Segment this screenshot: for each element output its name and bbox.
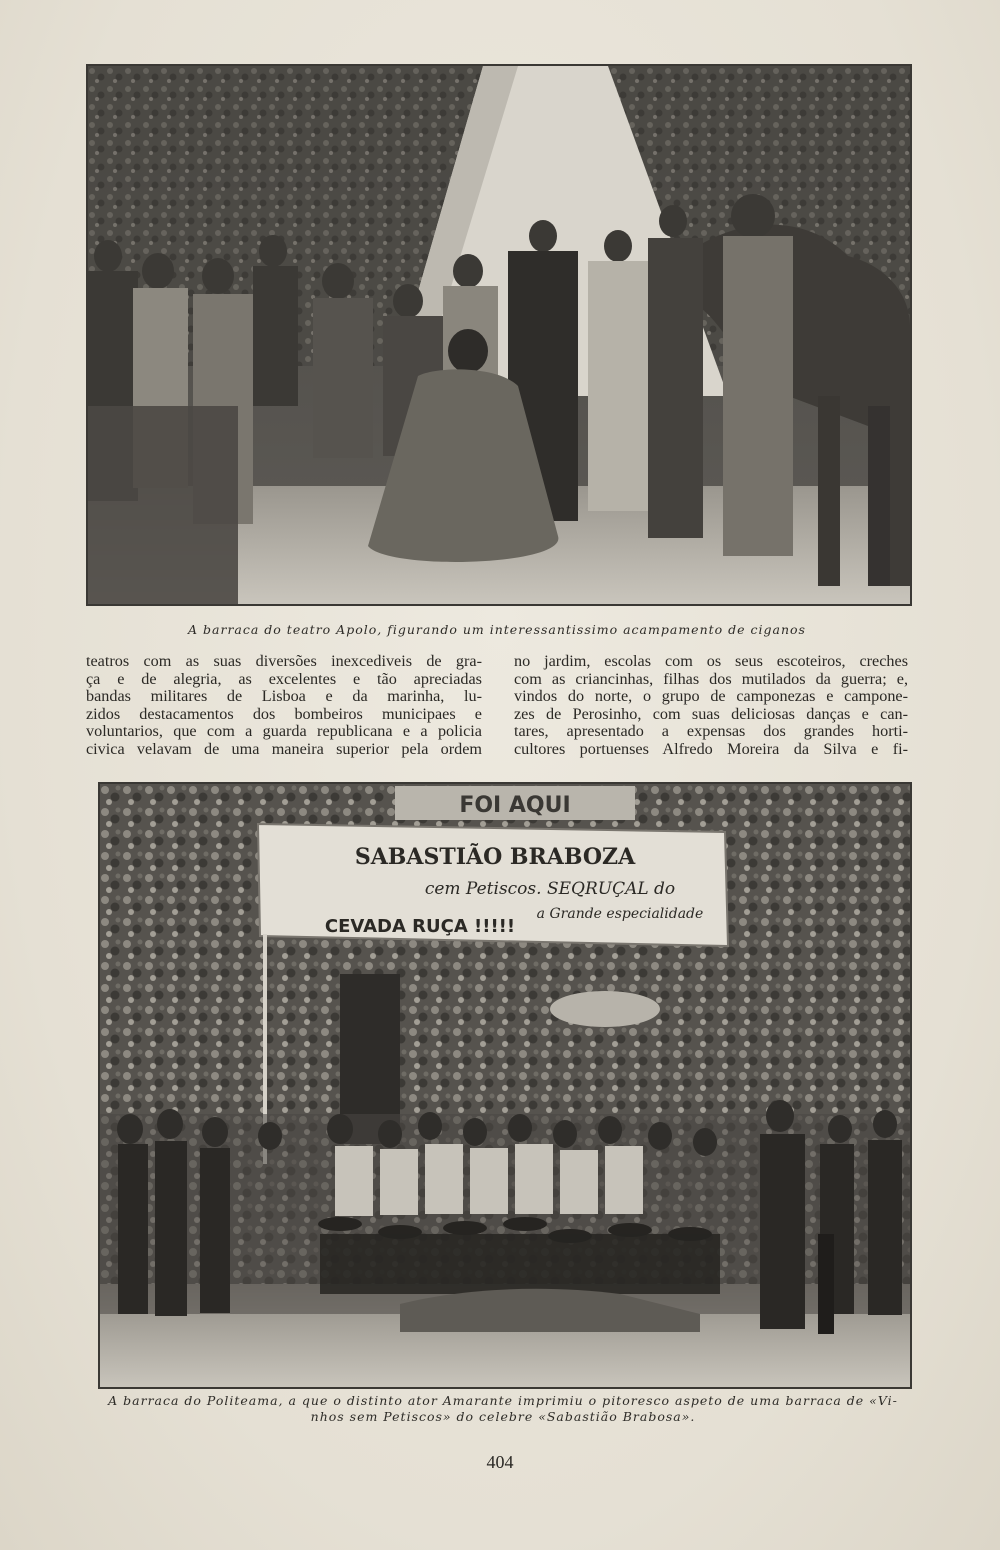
article-line: civica velavam de uma maneira superior pela ordem (86, 739, 482, 758)
photo-politeama-stall (98, 782, 912, 1389)
article-line: voluntarios, que com a guarda republicana e a policia (86, 722, 482, 741)
banner-line: cem Petiscos. SEQRUÇAL do (424, 879, 676, 899)
caption-line: nhos sem Petiscos» do celebre «Sabastião Brabosa». (310, 1409, 696, 1424)
photo-gypsy-camp-image (88, 66, 910, 604)
article-line: zes de Perosinho, com suas deliciosas danças e can- (514, 704, 908, 723)
banner-line: SABASTIÃO BRABOZA (354, 844, 636, 870)
photo-gypsy-camp-caption: A barraca do teatro Apolo, figurando um interessantissimo acampamento de ciganos (188, 622, 806, 637)
banner-line: a Grande especialidade (536, 906, 704, 922)
article-line: no jardim, escolas com os seus escoteiros, creches (514, 652, 908, 670)
photo-politeama-caption (98, 1393, 908, 1425)
photo-gypsy-camp (86, 64, 912, 606)
photo-politeama-stall-image (100, 784, 910, 1387)
article-line: cultores portuenses Alfredo Moreira da Silva e fi- (514, 739, 908, 758)
article-left-column (86, 653, 482, 759)
article-line: tares, apresentado a expensas dos grandes horti- (514, 722, 908, 741)
caption-line: A barraca do Politeama, a que o distinto ator Amarante imprimiu o pitoresco aspeto de uma barraca de «Vi- (108, 1393, 898, 1408)
article-line: teatros com as suas diversões inexcediveis de gra- (86, 652, 482, 670)
article-right-column (514, 653, 908, 759)
article-line: vindos do norte, o grupo de camponezas e campone- (514, 687, 908, 706)
article-line: bandas militares de Lisboa e da marinha, lu- (86, 687, 482, 706)
page-number: 404 (486, 1452, 514, 1472)
banner-line: CEVADA RUÇA !!!!! (324, 916, 516, 937)
article-line: com as criancinhas, filhas dos mutilados da guerra; e, (514, 669, 908, 688)
article-line: ça e de alegria, as excelentes e tão apreciadas (86, 669, 482, 688)
top-sign-text: FOI AQUI (459, 793, 571, 818)
article-line: zidos destacamentos dos bombeiros municipaes e (86, 704, 482, 723)
